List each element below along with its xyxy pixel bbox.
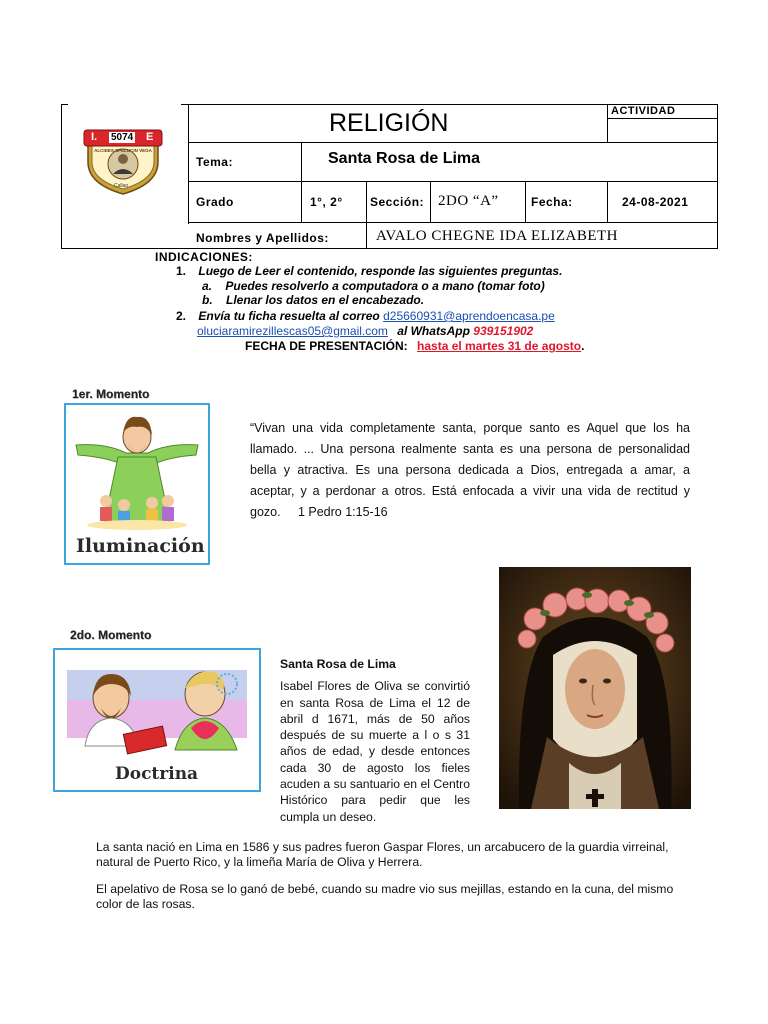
fecha-value: 24-08-2021 [622,195,689,209]
logo-bottom-text: Callao [114,183,129,189]
grado-label: Grado [196,195,234,209]
email-link-2[interactable]: oluciaramirezillescas05@gmail.com [197,324,388,338]
school-logo [80,122,166,196]
indications-title: INDICACIONES: [155,250,253,264]
activity-label: ACTIVIDAD [611,105,676,117]
indication-2-text: Envía tu ficha resuelta al correo [198,309,380,323]
iluminacion-image [64,403,210,565]
seccion-value: 2DO “A” [438,193,499,209]
indication-1b-num: b. [202,293,213,307]
deadline-label: FECHA DE PRESENTACIÓN: [245,339,408,353]
indication-1a-text: Puedes resolverlo a computadora o a mano (tomar foto) [225,279,545,293]
grado-value: 1°, 2° [310,195,343,209]
indication-1 [176,264,562,279]
santa-rosa-portrait [499,567,691,809]
moment-2-text [280,656,470,825]
moment-2-body: Isabel Flores de Oliva se convirtió en santa Rosa de Lima el 12 de abril d 1671, más de 50 años después de su muerte a l o s 31 años de edad, y desde entonces cada 30 de agosto los fieles acuden a su santuario en el Centro Histórico para pedir que les cumpla un deseo. [280,679,470,824]
seccion-label: Sección: [370,195,425,209]
fecha-label: Fecha: [531,195,573,209]
iluminacion-label: Iluminación [76,535,205,557]
deadline-end: . [581,339,585,353]
moment-2-subtitle: Santa Rosa de Lima [280,657,396,671]
doctrina-image [53,648,261,792]
logo-left-letter: I. [91,131,98,143]
moment-2-title: 2do. Momento [70,628,152,642]
deadline [245,339,584,354]
email-link-1[interactable]: d25660931@aprendoencasa.pe [383,309,555,323]
indication-1a-num: a. [202,279,213,293]
logo-number: 5074 [111,132,134,143]
moment-1-quote: “Vivan una vida completamente santa, porque santo es Aquel que los ha llamado. ... Una persona realmente santa es una persona de personalidad bella y atractiva. Es una persona dedicada a Dios, entregada a amar, a aceptar, y a perdonar a otros. Está enfocada a vivir una vida de rectitud y gozo. 1 Pedro 1:15-16 [250,421,690,519]
subject-title: RELIGIÓN [329,109,449,137]
tema-label: Tema: [196,155,233,169]
moment-1-title: 1er. Momento [72,387,150,401]
indication-2-num: 2. [176,309,187,323]
nombres-value: AVALO CHEGNE IDA ELIZABETH [376,228,619,244]
indication-2-cont [197,324,533,339]
paragraph-2: El apelativo de Rosa se lo ganó de bebé, cuando su madre vio sus mejillas, estando en la cuna, del mismo color de las rosas. [96,882,674,911]
whatsapp-text: al WhatsApp [397,324,470,338]
whatsapp-number: 939151902 [473,324,534,338]
indication-1-num: 1. [176,264,187,278]
indication-1b-text: Llenar los datos en el encabezado. [226,293,425,307]
deadline-value: hasta el martes 31 de agosto [417,339,582,353]
logo-right-letter: E [146,131,154,143]
indication-1b [202,293,424,308]
nombres-label: Nombres y Apellidos: [196,231,329,245]
doctrina-label: Doctrina [115,764,199,784]
logo-ring-text: ALCIDES SPELUCIN VEGA [94,148,152,153]
indication-1-text: Luego de Leer el contenido, responde las siguientes preguntas. [198,264,563,278]
paragraph-1: La santa nació en Lima en 1586 y sus padres fueron Gaspar Flores, un arcabucero de la guardia virreinal, natural de Puerto Rico, y la limeña María de Oliva y Herrera. [96,840,669,869]
indication-2 [176,309,555,324]
tema-value: Santa Rosa de Lima [328,150,481,167]
indication-1a [202,279,545,294]
